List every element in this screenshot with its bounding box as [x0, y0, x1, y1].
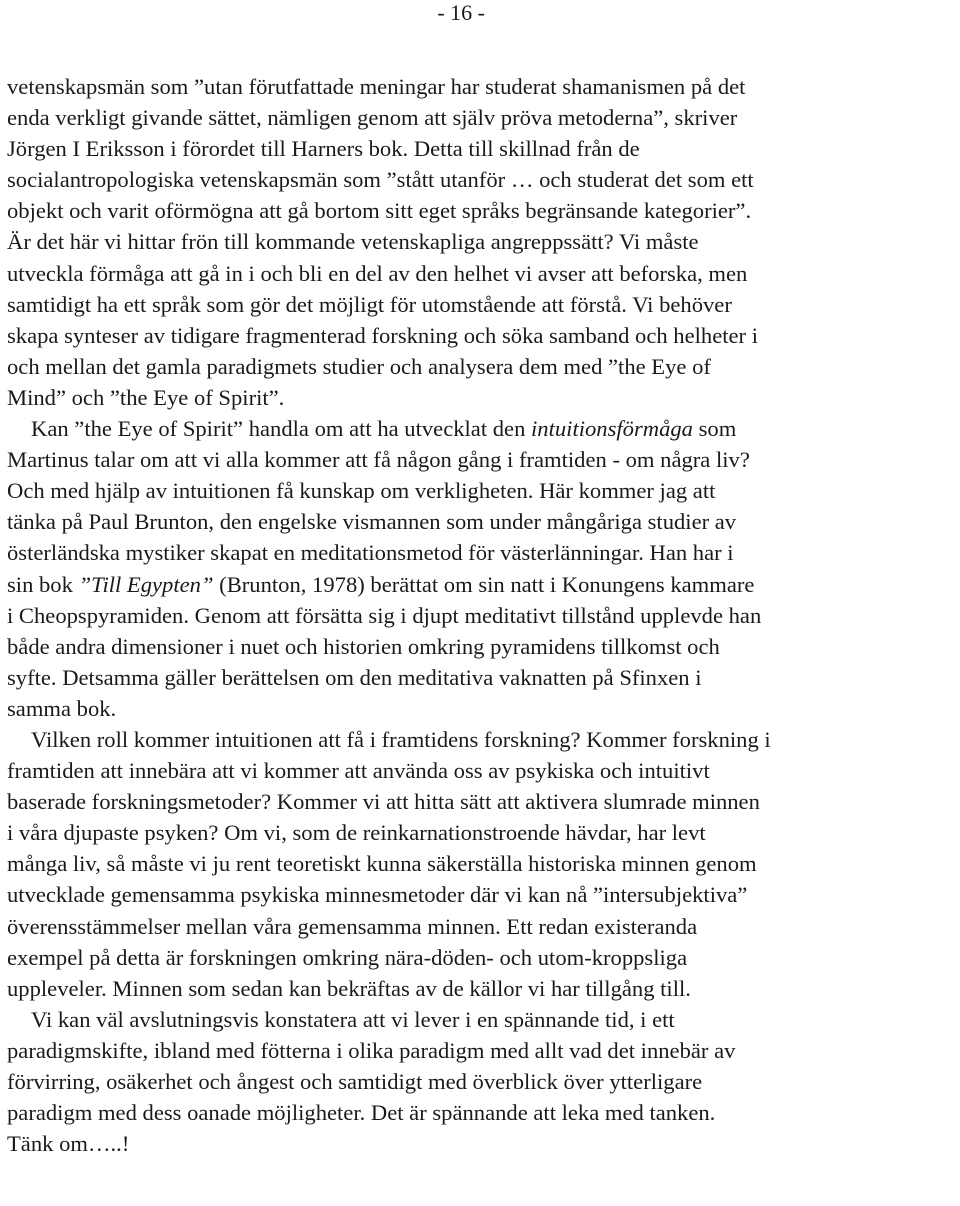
page-text: [7, 71, 957, 1159]
text-line: samtidigt ha ett språk som gör det möjligt för utomstående att förstå. Vi behöver: [7, 291, 732, 317]
text-line: Är det här vi hittar frön till kommande vetenskapliga angreppssätt? Vi måste: [7, 229, 699, 255]
text-line: syfte. Detsamma gäller berättelsen om den meditativa vaknatten på Sfinxen i: [7, 664, 702, 690]
page-number: - 16 -: [437, 0, 485, 25]
text-line: exempel på detta är forskningen omkring nära-döden- och utom-kroppsliga: [7, 944, 688, 970]
text-run: Kan ”the Eye of Spirit” handla om att ha utvecklat den: [31, 416, 532, 442]
text-line: utveckla förmåga att gå in i och bli en del av den helhet vi avser att beforska, men: [7, 260, 748, 286]
text-line: uppleveler. Minnen som sedan kan bekräftas av de källor vi har tillgång till.: [7, 975, 691, 1001]
text-line: Vilken roll kommer intuitionen att få i framtidens forskning? Kommer forskning i: [31, 726, 771, 752]
text-line: framtiden att innebära att vi kommer att använda oss av psykiska och intuitivt: [7, 758, 710, 784]
italic-term: intuitionsförmåga: [531, 416, 693, 442]
text-line: både andra dimensioner i nuet och historien omkring pyramidens tillkomst och: [7, 633, 720, 659]
text-line: [7, 569, 957, 600]
text-line: Jörgen I Eriksson i förordet till Harners bok. Detta till skillnad från de: [7, 136, 640, 162]
text-line: Tänk om…..!: [7, 1131, 130, 1157]
text-line: vetenskapsmän som ”utan förutfattade meningar har studerat shamanismen på det: [7, 74, 746, 99]
text-line: tänka på Paul Brunton, den engelske vismannen som under mångåriga studier av: [7, 509, 737, 535]
text-line: i våra djupaste psyken? Om vi, som de reinkarnationstroende hävdar, har levt: [7, 820, 706, 846]
paragraph-1: [7, 71, 957, 413]
text-line: Och med hjälp av intuitionen få kunskap om verkligheten. Här kommer jag att: [7, 478, 716, 504]
text-line: förvirring, osäkerhet och ångest och samtidigt med överblick över ytterligare: [7, 1069, 703, 1094]
text-run: (Brunton, 1978) berättat om sin natt i Konungens kammare: [213, 571, 755, 597]
text-line: överensstämmelser mellan våra gemensamma minnen. Ett redan existeranda: [7, 913, 698, 939]
text-line: i Cheopspyramiden. Genom att försätta sig i djupt meditativt tillstånd upplevde han: [7, 602, 762, 628]
text-line: många liv, så måste vi ju rent teoretiskt kunna säkerställa historiska minnen genom: [7, 851, 757, 877]
text-line: objekt och varit oförmögna att gå bortom sitt eget språks begränsande kategorier”.: [7, 198, 752, 224]
text-line: enda verkligt givande sättet, nämligen genom att själv pröva metoderna”, skriver: [7, 105, 738, 131]
paragraph-2: [7, 413, 957, 724]
text-line: paradigm med dess oanade möjligheter. Det är spännande att leka med tanken.: [7, 1100, 716, 1126]
text-line: samma bok.: [7, 695, 117, 721]
paragraph-4: [7, 1004, 957, 1159]
text-line: baserade forskningsmetoder? Kommer vi att hitta sätt att aktivera slumrade minnen: [7, 789, 760, 815]
paragraph-3: [7, 724, 957, 1004]
text-line: österländska mystiker skapat en meditationsmetod för västerlänningar. Han har i: [7, 540, 734, 566]
text-line: utvecklade gemensamma psykiska minnesmetoder där vi kan nå ”intersubjektiva”: [7, 882, 748, 908]
text-line: och mellan det gamla paradigmets studier och analysera dem med ”the Eye of: [7, 353, 711, 379]
text-line: skapa synteser av tidigare fragmenterad forskning och söka samband och helheter i: [7, 322, 758, 348]
text-line: socialantropologiska vetenskapsmän som ”stått utanför … och studerat det som ett: [7, 167, 754, 193]
text-line: paradigmskifte, ibland med fötterna i olika paradigm med allt vad det innebär av: [7, 1037, 736, 1063]
text-run: sin bok: [7, 571, 79, 597]
text-line: Martinus talar om att vi alla kommer att få någon gång i framtiden - om några liv?: [7, 447, 750, 473]
text-line: [7, 413, 957, 444]
text-line: Vi kan väl avslutningsvis konstatera att vi lever i en spännande tid, i ett: [31, 1006, 675, 1032]
text-line: Mind” och ”the Eye of Spirit”.: [7, 384, 285, 410]
text-run: som: [692, 416, 737, 442]
italic-book-title: ”Till Egypten”: [78, 571, 214, 597]
